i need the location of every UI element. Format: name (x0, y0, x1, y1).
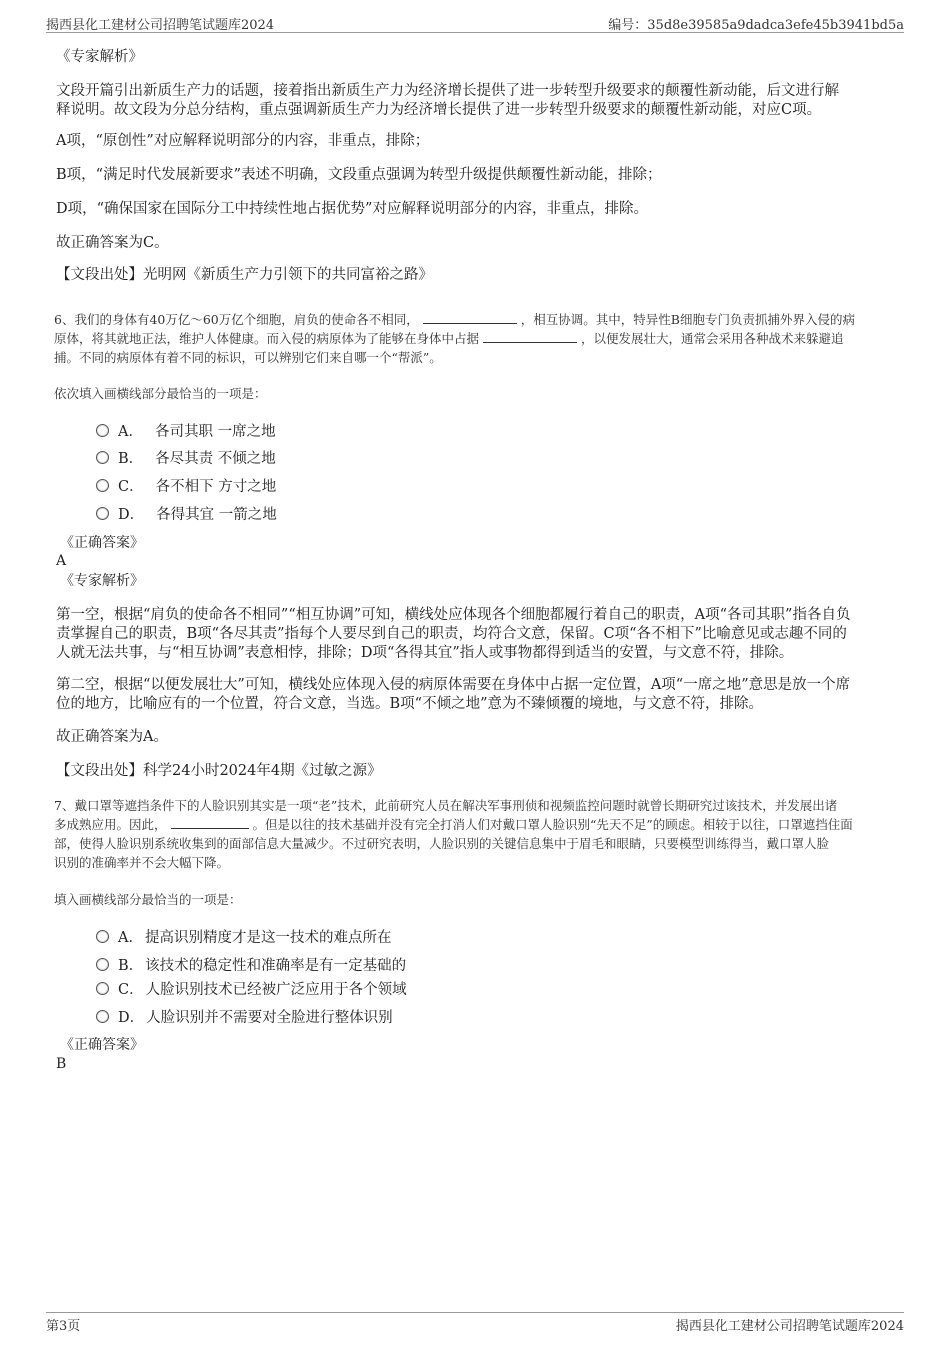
option-text: 各司其职 一席之地 (154, 424, 276, 440)
question-text-segment: 7、戴口罩等遮挡条件下的人脸识别其实是一项“老”技术，此前研究人员在解决军事刑侦和视频监控问题时就曾长期研究过该技术，并发展出诸 (54, 798, 838, 813)
option-letter: B． (118, 958, 144, 974)
option-b-explanation: B项，“满足时代发展新要求”表述不明确，文段重点强调为转型升级提供颠覆性新动能，排除； (56, 167, 662, 183)
option-a-explanation: A项，“原创性”对应解释说明部分的内容，非重点，排除； (56, 133, 430, 149)
analysis-line: 第二空，根据“以便发展壮大”可知，横线处应体现入侵的病原体需要在身体中占据一定位置，A项“一席之地”意思是放一个席 (56, 677, 851, 693)
question-7-text (54, 796, 894, 872)
option-letter: B． (118, 451, 144, 467)
option-letter: D． (118, 1010, 145, 1026)
correct-answer-value: A (56, 553, 67, 569)
q7-option-b[interactable] (96, 954, 406, 975)
source-citation: 【文段出处】光明网《新质生产力引领下的共同富裕之路》 (56, 267, 433, 283)
question-text-segment: ，以便发展壮大，通常会采用各种战术来躲避追 (581, 331, 844, 346)
correct-answer-title: 《正确答案》 (60, 1037, 144, 1053)
q7-option-a[interactable] (96, 926, 391, 947)
q7-option-c[interactable] (96, 978, 407, 999)
radio-button[interactable] (96, 1010, 109, 1023)
radio-button[interactable] (96, 930, 109, 943)
page-number: 第3页 (46, 1319, 81, 1334)
correct-answer-title: 《正确答案》 (60, 535, 144, 551)
analysis-line: 位的地方，比喻应有的一个位置，符合文意，当选。B项“不倾之地”意为不臻倾覆的境地，与文意不符，排除。 (56, 696, 763, 712)
option-text: 该技术的稳定性和准确率是有一定基础的 (145, 958, 407, 974)
question-text-segment: 6、我们的身体有40万亿～60万亿个细胞，肩负的使命各不相同， (54, 312, 419, 327)
answer-conclusion: 故正确答案为A。 (56, 729, 168, 745)
question-text-segment: 部，使得人脸识别系统收集到的面部信息大量减少。不过研究表明，人脸识别的关键信息集中于眉毛和眼睛，只要模型训练得当，戴口罩人脸 (54, 836, 830, 851)
q7-option-d[interactable] (96, 1006, 393, 1027)
analysis-paragraph (56, 82, 896, 120)
option-letter: D． (118, 507, 145, 523)
radio-button[interactable] (96, 479, 109, 492)
question-6-text (54, 310, 894, 367)
analysis-line: 释说明。故文段为分总分结构，重点强调新质生产力为经济增长提供了进一步转型升级要求的颠覆性新动能，对应C项。 (56, 102, 822, 118)
source-citation: 【文段出处】科学24小时2024年4期《过敏之源》 (56, 763, 382, 779)
radio-button[interactable] (96, 982, 109, 995)
q6-option-b[interactable] (96, 447, 276, 468)
footer-title: 揭西县化工建材公司招聘笔试题库2024 (675, 1319, 904, 1334)
question-text-segment: 原体，将其就地正法，维护人体健康。而入侵的病原体为了能够在身体中占据 (54, 331, 480, 346)
question-text-segment: ，相互协调。其中，特异性B细胞专门负责抓捕外界入侵的病 (520, 312, 855, 327)
analysis-line: 第一空，根据“肩负的使命各不相同”“相互协调”可知，横线处应体现各个细胞都履行着自己的职责，A项“各司其职”指各自负 (56, 607, 851, 623)
option-d-explanation: D项，“确保国家在国际分工中持续性地占据优势”对应解释说明部分的内容，非重点，排除。 (56, 201, 648, 217)
option-text: 各得其宜 一箭之地 (156, 507, 277, 523)
answer-conclusion: 故正确答案为C。 (56, 235, 169, 251)
option-letter: A． (118, 424, 143, 440)
question-text-segment: 识别的准确率并不会大幅下降。 (54, 855, 230, 870)
question-text-segment: 。但是以往的技术基础并没有完全打消人们对戴口罩人脸识别“先天不足”的顾虑。相较于以往，口罩遮挡住面 (252, 817, 853, 832)
fill-blank (483, 329, 577, 343)
question-6-prompt: 依次填入画横线部分最恰当的一项是： (54, 386, 267, 401)
option-text: 各不相下 方寸之地 (155, 479, 277, 495)
analysis-paragraph (56, 676, 896, 714)
header-doc-id: 编号：35d8e39585a9dadca3efe45b3941bd5a (608, 18, 904, 33)
analysis-line: 文段开篇引出新质生产力的话题，接着指出新质生产力为经济增长提供了进一步转型升级要求的颠覆性新动能，后文进行解 (56, 83, 839, 99)
fill-blank (423, 310, 517, 324)
option-text: 人脸识别并不需要对全脸进行整体识别 (146, 1010, 393, 1026)
fill-blank (171, 815, 249, 829)
radio-button[interactable] (96, 958, 109, 971)
q6-option-d[interactable] (96, 503, 277, 524)
option-letter: A． (118, 930, 143, 946)
analysis-line: 责掌握自己的职责，B项“各尽其责”指每个人要尽到自己的职责，均符合文意，保留。C项“各不相下”比喻意见或志趣不同的 (56, 626, 847, 642)
page-footer (46, 1312, 904, 1333)
q6-option-a[interactable] (96, 420, 276, 441)
option-letter: C． (118, 479, 144, 495)
option-text: 各尽其责 不倾之地 (155, 451, 276, 467)
question-text-segment: 捕。不同的病原体有着不同的标识，可以辨别它们来自哪一个“帮派”。 (54, 350, 442, 365)
option-letter: C． (118, 982, 144, 998)
page-header (46, 12, 904, 33)
question-text-segment: 多成熟应用。因此， (54, 817, 167, 832)
analysis-line: 人就无法共事，与“相互协调”表意相悖，排除；D项“各得其宜”指人或事物都得到适当的安置，与文意不符，排除。 (56, 645, 794, 661)
q6-option-c[interactable] (96, 475, 276, 496)
radio-button[interactable] (96, 451, 109, 464)
radio-button[interactable] (96, 424, 109, 437)
question-7-prompt: 填入画横线部分最恰当的一项是： (54, 892, 242, 907)
correct-answer-value: B (56, 1056, 67, 1072)
option-text: 提高识别精度才是这一技术的难点所在 (144, 930, 392, 946)
expert-analysis-title: 《专家解析》 (56, 49, 143, 65)
option-text: 人脸识别技术已经被广泛应用于各个领域 (145, 982, 407, 998)
expert-analysis-title: 《专家解析》 (60, 573, 144, 589)
radio-button[interactable] (96, 507, 109, 520)
header-title: 揭西县化工建材公司招聘笔试题库2024 (46, 18, 275, 33)
analysis-paragraph (56, 606, 896, 663)
